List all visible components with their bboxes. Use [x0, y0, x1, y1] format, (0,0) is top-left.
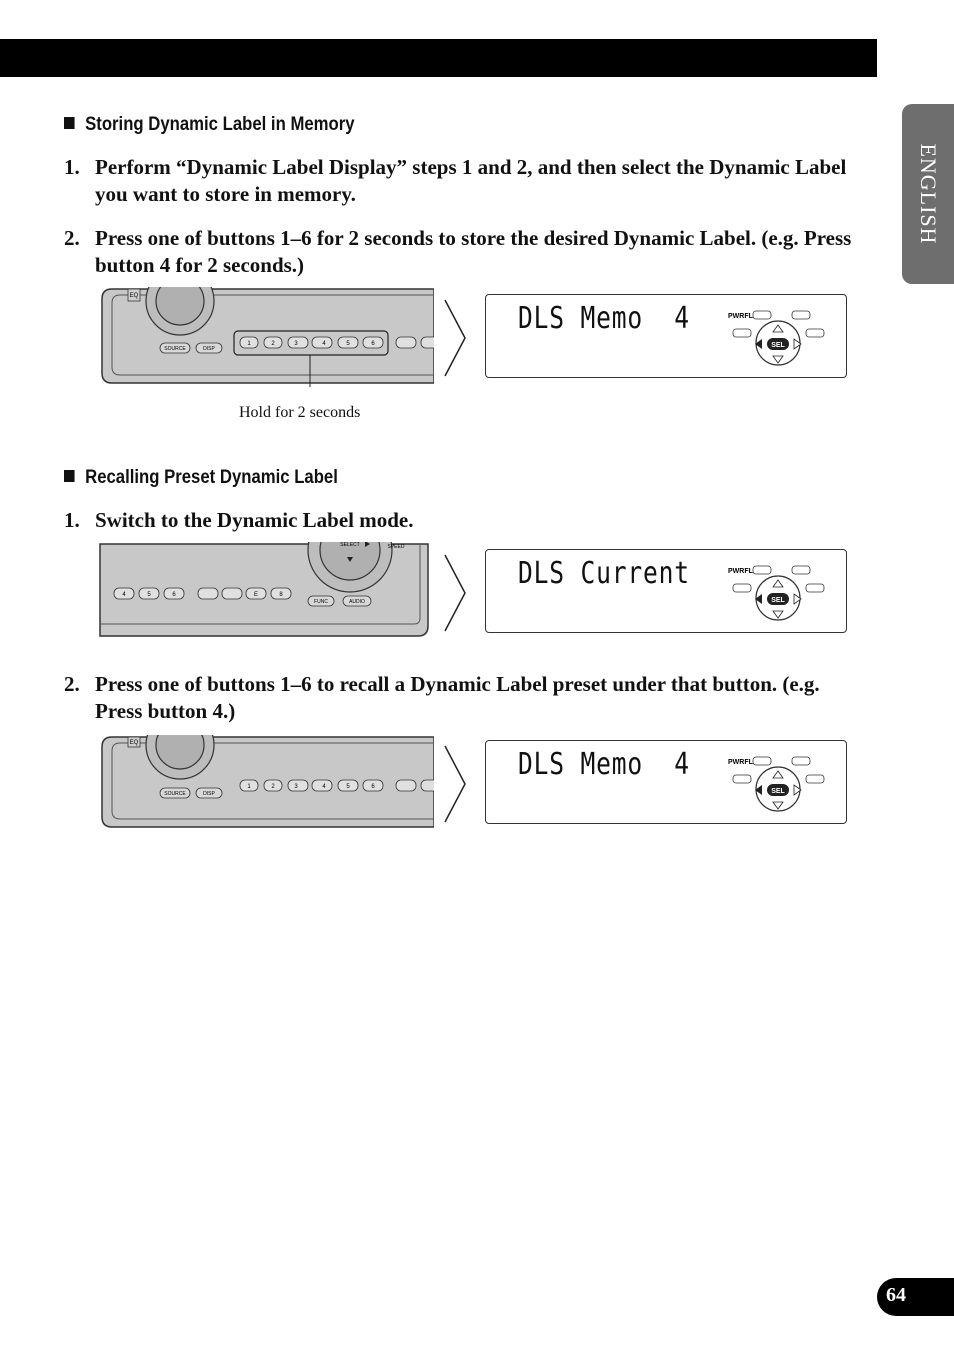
preset-label: 1: [247, 341, 251, 347]
arrow-up-icon[interactable]: [773, 325, 783, 332]
button[interactable]: [806, 584, 824, 592]
arrow-up-icon[interactable]: [773, 580, 783, 587]
source-label: SOURCE: [164, 346, 186, 352]
arrow-down-icon[interactable]: [773, 356, 783, 363]
arrow-down-icon[interactable]: [773, 802, 783, 809]
preset-button-3[interactable]: [288, 780, 308, 791]
step-text: Press one of buttons 1–6 for 2 seconds to store the desired Dynamic Label. (e.g. Press button 4 for 2 seconds.): [95, 226, 852, 277]
preset-label: 5: [346, 341, 350, 347]
disp-label: DISP: [203, 346, 215, 352]
lcd-display-current: [485, 549, 847, 633]
step-store-1: [64, 154, 864, 208]
step-number: 1.: [64, 155, 80, 179]
preset-label: 4: [322, 341, 326, 347]
hold-caption: Hold for 2 seconds: [239, 404, 361, 421]
preset-label: 5: [147, 592, 151, 598]
disp-label: DISP: [203, 791, 215, 797]
sel-label: SEL: [771, 342, 785, 349]
page-number-badge: [877, 1278, 954, 1316]
step-number: 2.: [64, 672, 80, 696]
band-button[interactable]: [421, 337, 434, 348]
pwrfl-button[interactable]: [753, 311, 771, 319]
select-label: SELECT: [340, 542, 360, 548]
section-heading-text: Recalling Preset Dynamic Label: [85, 467, 338, 488]
page-number: 64: [886, 1284, 906, 1306]
button[interactable]: [792, 566, 810, 574]
sel-label: SEL: [771, 788, 785, 795]
section-heading-text: Storing Dynamic Label in Memory: [85, 114, 355, 135]
band-button[interactable]: [222, 588, 242, 599]
lcd-text: DLS Current: [518, 556, 690, 591]
display-controls: [728, 747, 838, 819]
bullet-square-icon: [64, 117, 75, 129]
band-button[interactable]: [396, 780, 416, 791]
step-text: Switch to the Dynamic Label mode.: [95, 508, 414, 532]
preset-label: 6: [172, 592, 176, 598]
lcd-display-recall: [485, 740, 847, 824]
step-recall-1: [64, 507, 864, 534]
display-controls: [728, 301, 838, 373]
preset-label: 2: [271, 341, 275, 347]
step-store-2: [64, 225, 864, 279]
head-unit-illustration-mode: [98, 542, 434, 638]
button[interactable]: [806, 329, 824, 337]
preset-label: 3: [294, 784, 298, 790]
section-heading-recalling: [64, 467, 338, 489]
speed-label: SPEED: [387, 544, 405, 550]
preset-label: 5: [346, 784, 350, 790]
func-label: FUNC: [314, 599, 328, 605]
step-recall-2: [64, 671, 864, 725]
preset-button-3[interactable]: [288, 337, 308, 348]
button-label: 8: [279, 592, 283, 598]
head-unit-illustration-store: [98, 287, 434, 387]
pwrfl-button[interactable]: [753, 757, 771, 765]
preset-label: 6: [371, 341, 375, 347]
button[interactable]: [792, 757, 810, 765]
lcd-display-store: [485, 294, 847, 378]
pwrfl-label: PWRFL: [728, 313, 753, 320]
arrow-up-icon[interactable]: [773, 771, 783, 778]
arrow-down-icon[interactable]: [773, 611, 783, 618]
arrow-right-icon: [443, 553, 467, 633]
step-number: 1.: [64, 508, 80, 532]
audio-label: AUDIO: [349, 599, 365, 605]
preset-label: 4: [122, 592, 126, 598]
head-unit-illustration-recall: [98, 735, 434, 831]
button[interactable]: [792, 311, 810, 319]
step-number: 2.: [64, 226, 80, 250]
bullet-square-icon: [64, 470, 75, 482]
eq-label: EQ: [129, 293, 139, 299]
pwrfl-label: PWRFL: [728, 568, 753, 575]
header-bar: [0, 39, 877, 77]
sel-label: SEL: [771, 597, 785, 604]
button-label: E: [253, 592, 259, 598]
button[interactable]: [733, 329, 751, 337]
button[interactable]: [806, 775, 824, 783]
section-heading-storing: [64, 114, 355, 136]
arrow-right-icon: [443, 744, 467, 824]
band-button[interactable]: [421, 780, 434, 791]
button[interactable]: [733, 584, 751, 592]
preset-label: 3: [294, 341, 298, 347]
step-text: Press one of buttons 1–6 to recall a Dynamic Label preset under that button. (e.g. Press button 4.): [95, 672, 820, 723]
preset-label: 6: [371, 784, 375, 790]
eq-label: EQ: [129, 740, 139, 746]
language-tab: [902, 104, 954, 284]
lcd-text: DLS Memo 4: [518, 301, 690, 336]
display-controls: [728, 556, 838, 628]
lcd-text: DLS Memo 4: [518, 747, 690, 782]
source-label: SOURCE: [164, 791, 186, 797]
pwrfl-label: PWRFL: [728, 759, 753, 766]
language-label: ENGLISH: [916, 143, 941, 245]
step-text: Perform “Dynamic Label Display” steps 1 and 2, and then select the Dynamic Label you want to store in memory.: [95, 155, 847, 206]
button[interactable]: [733, 775, 751, 783]
band-button[interactable]: [396, 337, 416, 348]
pwrfl-button[interactable]: [753, 566, 771, 574]
preset-label: 4: [322, 784, 326, 790]
preset-label: 2: [271, 784, 275, 790]
arrow-right-icon: [443, 298, 467, 378]
band-button[interactable]: [198, 588, 218, 599]
preset-label: 1: [247, 784, 251, 790]
